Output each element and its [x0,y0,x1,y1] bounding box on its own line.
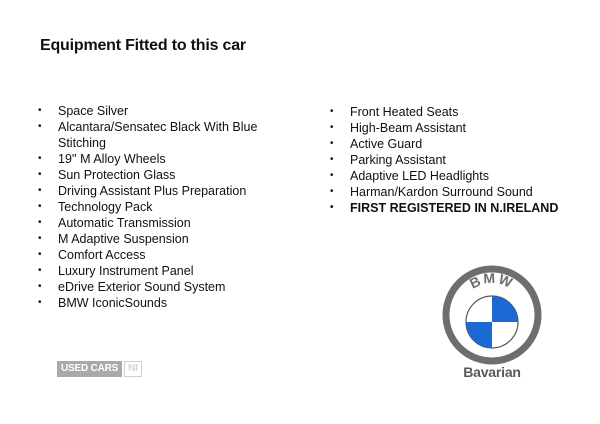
badge-region: NI [124,361,142,377]
equipment-item: • FIRST REGISTERED IN N.IRELAND [330,200,570,216]
equipment-item: • Luxury Instrument Panel [38,263,288,279]
page-title: Equipment Fitted to this car [40,37,246,54]
equipment-item: • Front Heated Seats [330,104,570,120]
equipment-item: • High-Beam Assistant [330,120,570,136]
equipment-item: • Space Silver [38,103,288,119]
equipment-item: • eDrive Exterior Sound System [38,279,288,295]
equipment-list-left [38,103,288,311]
equipment-item: • M Adaptive Suspension [38,231,288,247]
logo-wordmark: BMW [466,269,517,292]
equipment-item: • Sun Protection Glass [38,167,288,183]
equipment-item: • Active Guard [330,136,570,152]
equipment-item: • Alcantara/Sensatec Black With Blue Stitching [38,119,288,151]
used-cars-badge [57,361,142,377]
roundel [466,296,518,348]
equipment-item: • Comfort Access [38,247,288,263]
bmw-logo-icon [442,265,542,365]
equipment-list-right [330,104,570,216]
equipment-item: • 19'' M Alloy Wheels [38,151,288,167]
equipment-item: • Driving Assistant Plus Preparation [38,183,288,199]
badge-label: USED CARS [57,361,122,377]
equipment-item: • Automatic Transmission [38,215,288,231]
equipment-item: • Technology Pack [38,199,288,215]
equipment-item: • Harman/Kardon Surround Sound [330,184,570,200]
equipment-item: • BMW IconicSounds [38,295,288,311]
equipment-item: • Adaptive LED Headlights [330,168,570,184]
logo-caption: Bavarian [463,364,521,380]
equipment-item: • Parking Assistant [330,152,570,168]
